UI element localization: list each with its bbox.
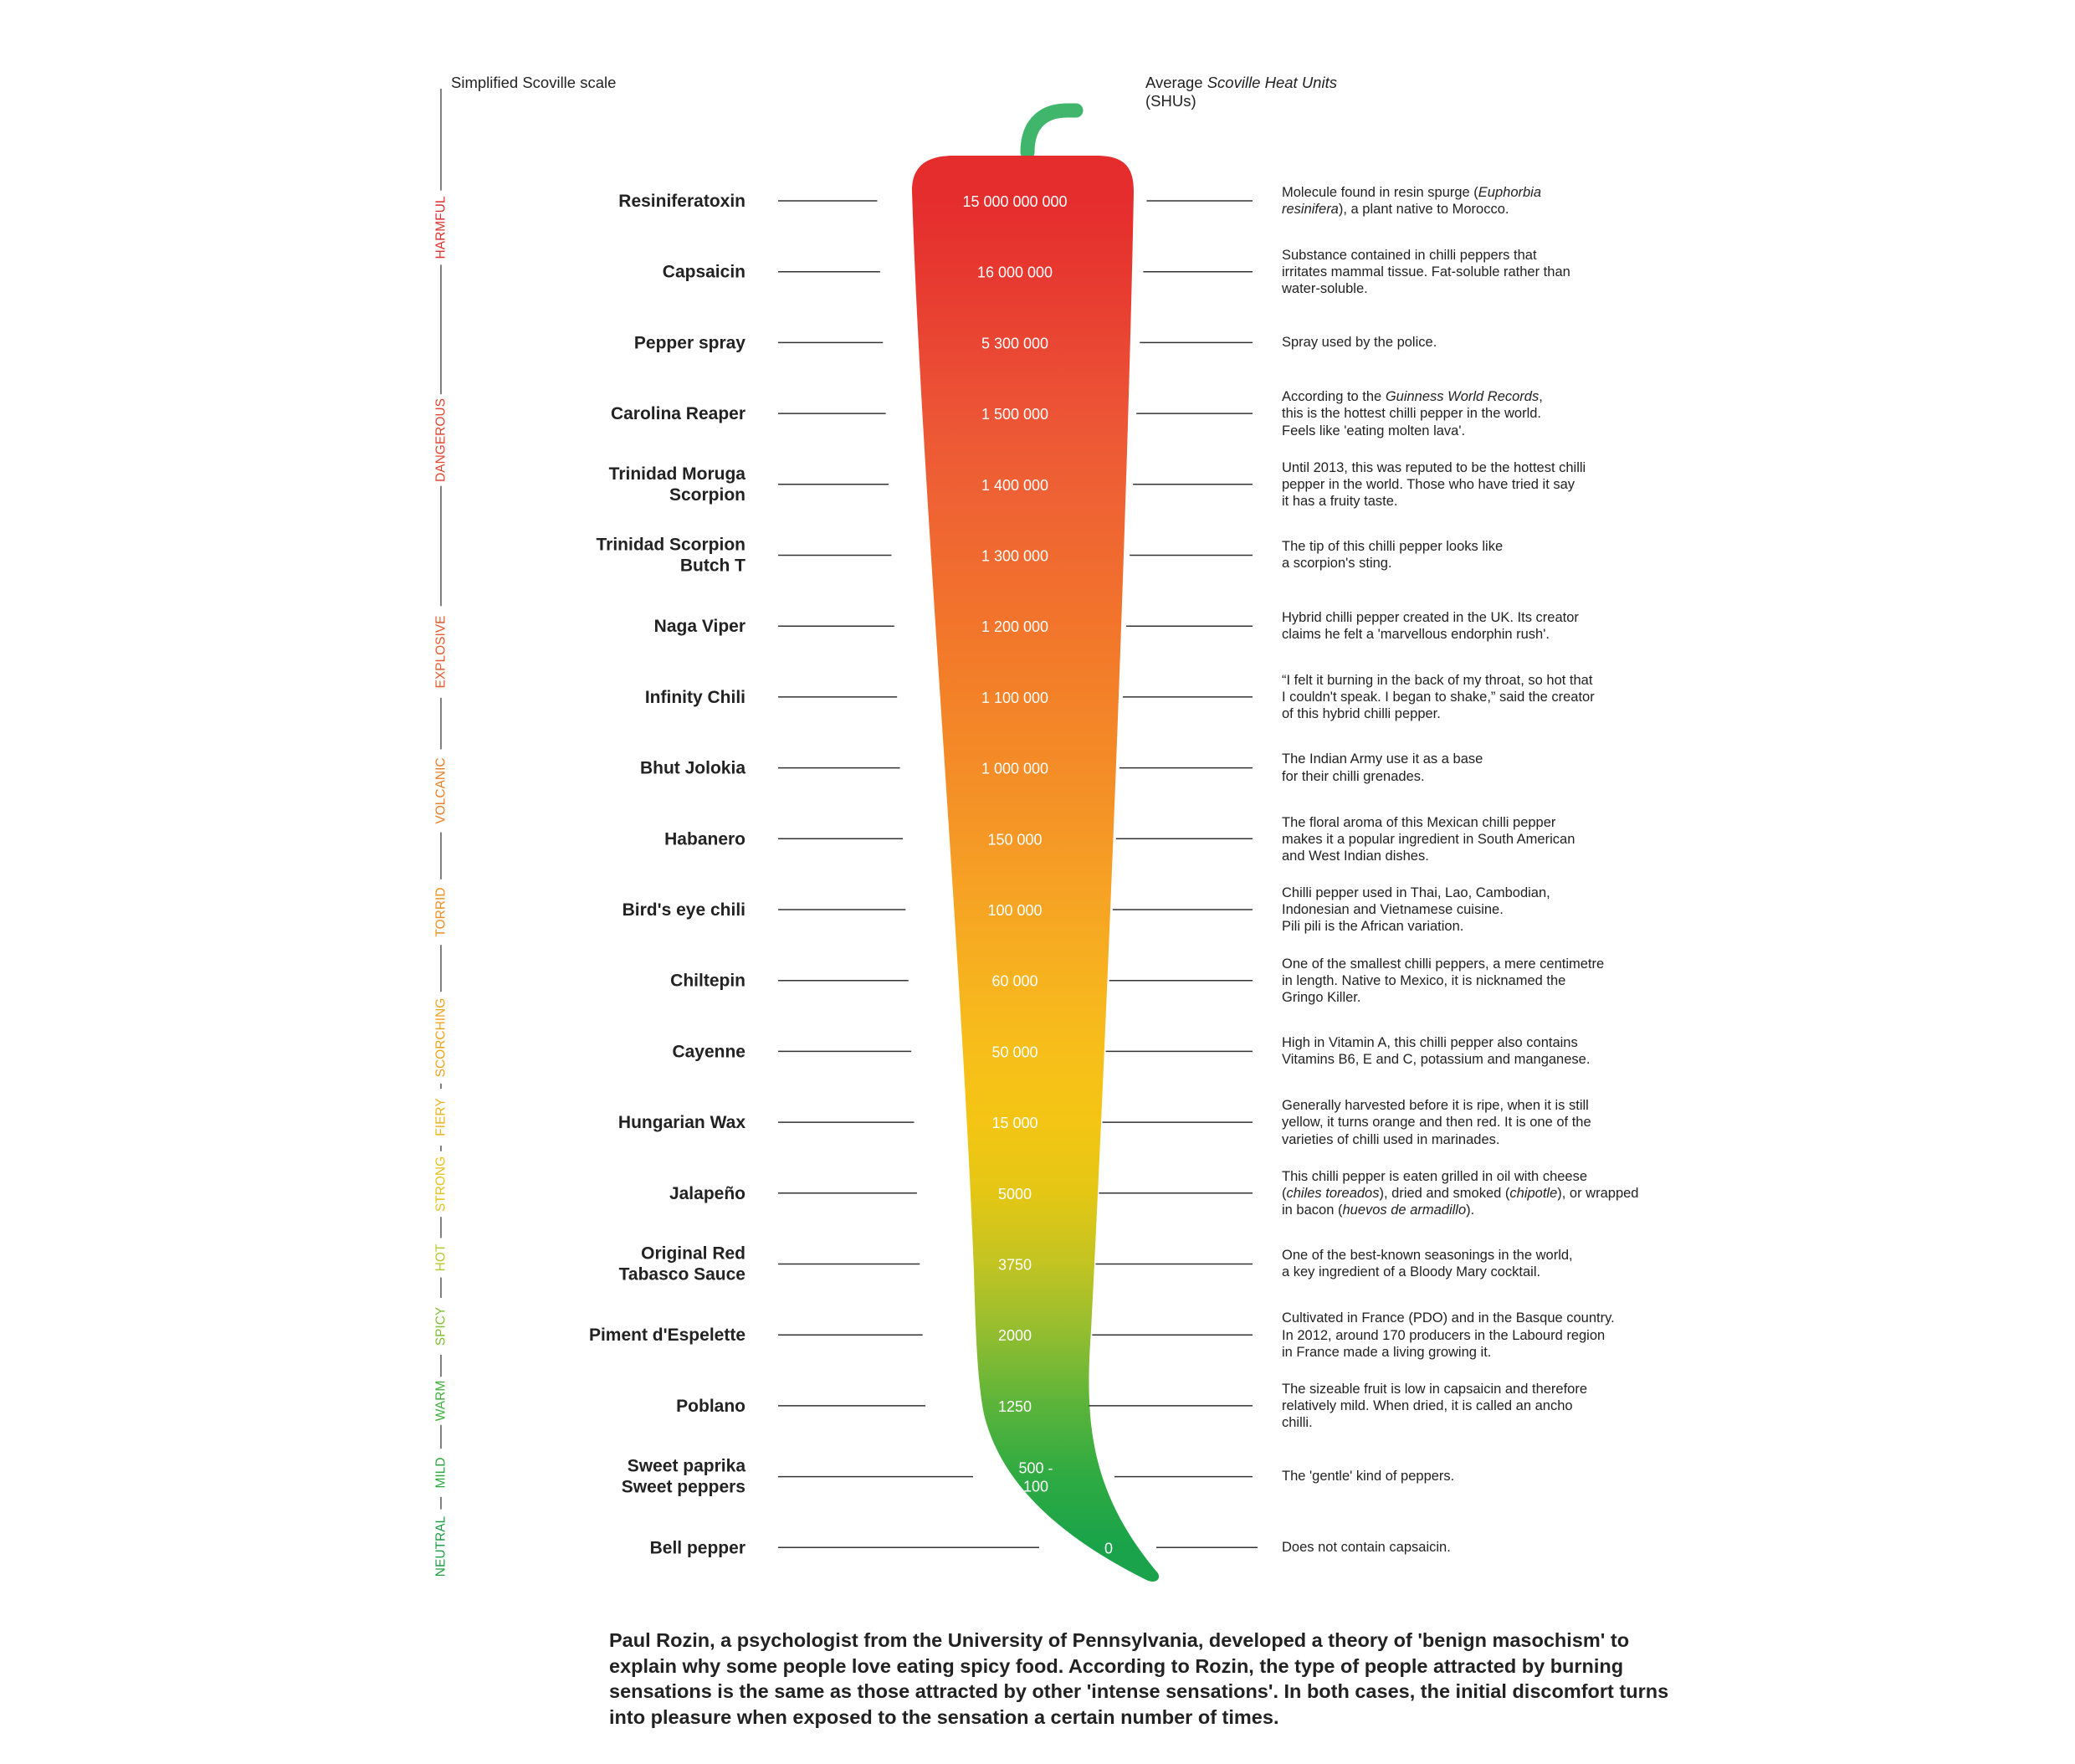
shu-value-line: 1250 (997, 1397, 1032, 1415)
shu-value (981, 548, 1048, 565)
scale-label: FIERY (433, 1098, 448, 1136)
shu-value-line: 50 000 (991, 1044, 1038, 1061)
shu-value (998, 1257, 1032, 1274)
pepper-row (618, 1113, 1253, 1132)
shu-value (962, 193, 1067, 210)
note-italic-text: Euphorbia (1478, 184, 1542, 200)
shu-header (1145, 74, 1422, 110)
pepper-name-line: Original Red (641, 1244, 745, 1264)
pepper-name-line: Bhut Jolokia (639, 758, 745, 778)
shu-value-line: 15 000 000 000 (962, 193, 1068, 210)
shu-value-line: 3750 (997, 1256, 1032, 1274)
note-italic-text: huevos de armadillo (1342, 1202, 1467, 1218)
note-italic-text: Guinness World Records (1385, 389, 1540, 405)
pepper-row (669, 1184, 1253, 1203)
pepper-name (611, 404, 745, 423)
pepper-name (669, 1184, 745, 1203)
pepper-note (1282, 459, 1750, 510)
pepper-note (1282, 538, 1750, 572)
note-text: Generally harvested before it is ripe, when it is still yellow, it turns orange and then red. It is one of the varieties of chilli used in marinades. (1282, 1098, 1591, 1147)
scale-label: MILD (433, 1457, 448, 1489)
shu-header-prefix: Average (1145, 74, 1207, 91)
pepper-name-line: Trinidad Scorpion (596, 535, 745, 555)
shu-value-line: 1 500 000 (981, 406, 1049, 423)
note-text: The floral aroma of this Mexican chilli pepper makes it a popular ingredient in South American and West Indian dishes. (1282, 814, 1575, 864)
pepper-name (589, 1326, 745, 1345)
note-text: Chilli pepper used in Thai, Lao, Cambodian, Indonesian and Vietnamese cuisine. Pili pili is the African variation. (1282, 885, 1550, 935)
pepper-name-line: Trinidad Moruga (608, 464, 745, 484)
shu-value (991, 1115, 1038, 1131)
shu-value (1104, 1540, 1113, 1556)
note-text: The sizeable fruit is low in capsaicin and therefore relatively mild. When dried, it is called an ancho chilli. (1282, 1382, 1588, 1431)
pepper-row (672, 1042, 1253, 1061)
note-text: One of the best-known seasonings in the world, a key ingredient of a Bloody Mary cocktail. (1282, 1248, 1573, 1280)
pepper-note (1282, 1468, 1750, 1485)
pepper-note (1282, 1539, 1750, 1556)
pepper-row (619, 1244, 1253, 1285)
note-text: , this is the hottest chilli pepper in the world. Feels like 'eating molten lava'. (1282, 389, 1543, 438)
scale-label: SCORCHING (433, 997, 448, 1078)
note-italic-text: chiles toreados (1286, 1186, 1380, 1202)
shu-value-line: 5000 (997, 1185, 1032, 1202)
pepper-note (1282, 1168, 1750, 1218)
pepper-name (640, 759, 745, 778)
scale-axis (434, 89, 448, 1577)
shu-value-line: 1 200 000 (981, 618, 1049, 636)
pepper-row (650, 1538, 1258, 1557)
shu-value (998, 1186, 1032, 1202)
note-text: Does not contain capsaicin. (1282, 1539, 1451, 1555)
pepper-name-line: Piment d'Espelette (588, 1326, 745, 1346)
note-italic-text: resinifera (1282, 201, 1339, 217)
note-text: ). (1466, 1202, 1475, 1218)
pepper-name (596, 536, 745, 576)
shu-value (987, 831, 1042, 848)
pepper-note (1282, 1247, 1750, 1280)
pepper-row (589, 1326, 1253, 1345)
pepper-name-line: Carolina Reaper (610, 404, 745, 424)
pepper-name (654, 617, 745, 636)
shu-value-line: 5 300 000 (981, 335, 1049, 352)
note-text: According to the (1282, 389, 1386, 405)
shu-value (991, 973, 1038, 990)
pepper-name (618, 1113, 745, 1132)
shu-value (998, 1327, 1032, 1344)
pepper-row (596, 536, 1253, 576)
pepper-name-line: Chiltepin (670, 971, 745, 991)
shu-value-line: 2000 (997, 1327, 1032, 1345)
shu-value-line: 1 000 000 (981, 760, 1049, 777)
pepper-row (622, 1457, 1253, 1497)
shu-value-line: 0 (1104, 1540, 1114, 1557)
pepper-name (663, 263, 745, 282)
shu-value (981, 690, 1048, 706)
pepper-note (1282, 1097, 1750, 1147)
pepper-name (645, 688, 745, 707)
pepper-name (619, 1244, 745, 1285)
scale-label: DANGEROUS (433, 398, 448, 482)
pepper-note (1282, 672, 1750, 722)
note-text: Until 2013, this was reputed to be the hottest chilli pepper in the world. Those who have tried it say it has a fruity taste. (1282, 460, 1586, 510)
pepper-row (676, 1397, 1253, 1416)
pepper-note (1282, 1381, 1750, 1431)
pepper-name (672, 1042, 745, 1061)
shu-value (981, 761, 1048, 777)
pepper-name-line: Naga Viper (653, 617, 745, 637)
shu-value-line: 16 000 000 (976, 264, 1053, 281)
shu-value-line: 100 (1022, 1478, 1049, 1495)
shu-value (981, 406, 1048, 423)
pepper-note (1282, 885, 1750, 935)
note-text: ), or wrapped in bacon ( (1282, 1186, 1639, 1218)
pepper-note (1282, 814, 1750, 864)
shu-value-line: 500 - (1018, 1459, 1053, 1477)
shu-value (998, 1398, 1032, 1415)
pepper-name (609, 464, 746, 505)
pepper-name-line: Scorpion (669, 485, 745, 505)
chilli-pepper-icon (912, 156, 1159, 1582)
pepper-name (618, 192, 745, 211)
note-text: One of the smallest chilli peppers, a mere centimetre in length. Native to Mexico, it is nicknamed the Gringo Killer. (1282, 956, 1605, 1006)
shu-value-line: 100 000 (987, 902, 1043, 919)
note-text: Substance contained in chilli peppers that irritates mammal tissue. Fat-soluble rather than water-soluble. (1282, 247, 1570, 297)
shu-value-line: 1 400 000 (981, 476, 1049, 494)
note-text: ), dried and smoked ( (1379, 1186, 1510, 1202)
pepper-name (622, 1457, 746, 1497)
pepper-name-line: Infinity Chili (644, 687, 745, 707)
pepper-name-line: Sweet peppers (621, 1477, 745, 1497)
scale-label: NEUTRAL (433, 1515, 448, 1577)
note-text: Molecule found in resin spurge ( (1282, 184, 1478, 200)
shu-value-line: 150 000 (987, 831, 1043, 849)
shu-value (987, 902, 1042, 919)
scale-label: SPICY (433, 1306, 448, 1346)
shu-value (991, 1044, 1038, 1060)
shu-header-suffix: (SHUs) (1145, 92, 1196, 110)
pepper-note (1282, 1310, 1750, 1360)
shu-value-line: 15 000 (991, 1115, 1038, 1132)
shu-value-line: 1 100 000 (981, 689, 1049, 706)
shu-value-line: 60 000 (991, 972, 1038, 990)
pepper-name-line: Pepper spray (633, 333, 745, 353)
pepper-note (1282, 247, 1750, 297)
shu-value (981, 477, 1048, 494)
shu-header-italic: Scoville Heat Units (1207, 74, 1337, 91)
scale-label: VOLCANIC (433, 757, 448, 824)
scale-label: HARMFUL (433, 196, 448, 259)
scale-label: WARM (433, 1380, 448, 1422)
pepper-name (676, 1397, 745, 1416)
shu-value (981, 618, 1048, 635)
shu-value (981, 335, 1048, 351)
pepper-name-line: Sweet paprika (627, 1456, 745, 1476)
scale-label: HOT (433, 1244, 448, 1272)
note-text: The tip of this chilli pepper looks like a scorpion's sting. (1282, 539, 1504, 572)
scale-label: STRONG (433, 1156, 448, 1213)
note-italic-text: chipotle (1509, 1186, 1558, 1202)
pepper-name-line: Bell pepper (649, 1538, 745, 1558)
pepper-name-line: Capsaicin (662, 262, 745, 282)
pepper-name-line: Hungarian Wax (617, 1113, 745, 1133)
scale-label: EXPLOSIVE (433, 615, 448, 689)
shu-value (977, 264, 1053, 281)
pepper-note (1282, 609, 1750, 643)
pepper-name-line: Jalapeño (669, 1183, 745, 1203)
pepper-name-line: Poblano (676, 1396, 745, 1416)
footer-paragraph: Paul Rozin, a psychologist from the University of Pennsylvania, developed a theory of 'benign masochism' to explain why some people love eating spicy food. According to Rozin, the type of people attracted by burning sensations is the same as those attracted by other 'intense sensations'. In both cases, the initial discomfort turns into pleasure when exposed to the sensation a certain number of times. (609, 1629, 1669, 1728)
pepper-name-line: Habanero (664, 829, 745, 849)
note-text: This chilli pepper is eaten grilled in oil with cheese ( (1282, 1169, 1588, 1202)
pepper-note (1282, 334, 1750, 351)
pepper-name (664, 829, 745, 849)
pepper-note (1282, 388, 1750, 438)
pepper-name (634, 333, 745, 352)
note-text: ), a plant native to Morocco. (1338, 201, 1509, 217)
pepper-name-line: Butch T (679, 556, 745, 576)
note-text: Spray used by the police. (1282, 334, 1437, 350)
note-text: Cultivated in France (PDO) and in the Basque country. In 2012, around 170 producers in the Labourd region in France made a living growing it. (1282, 1310, 1615, 1360)
pepper-stem-icon (1027, 110, 1076, 152)
scale-header-text: Simplified Scoville scale (451, 74, 617, 91)
pepper-name-line: Bird's eye chili (622, 900, 745, 920)
pepper-name (670, 972, 745, 991)
pepper-name-line: Resiniferatoxin (618, 192, 745, 211)
note-text: Hybrid chilli pepper created in the UK. Its creator claims he felt a 'marvellous endorphin rush'. (1282, 610, 1579, 643)
scale-header (451, 74, 643, 92)
note-text: The 'gentle' kind of peppers. (1282, 1469, 1455, 1484)
shu-value-line: 1 300 000 (981, 547, 1049, 565)
pepper-name (650, 1538, 745, 1557)
note-text: “I felt it burning in the back of my throat, so hot that I couldn't speak. I began to shake,” said the creator of this hybrid chilli pepper. (1282, 673, 1595, 722)
pepper-name (622, 900, 745, 920)
pepper-note (1282, 184, 1750, 218)
pepper-note (1282, 1034, 1750, 1068)
note-text: High in Vitamin A, this chilli pepper also contains Vitamins B6, E and C, potassium and manganese. (1282, 1035, 1591, 1068)
note-text: The Indian Army use it as a base for their chilli grenades. (1282, 751, 1483, 784)
pepper-name-line: Cayenne (672, 1042, 745, 1062)
pepper-row (622, 900, 1253, 920)
pepper-note (1282, 956, 1750, 1006)
pepper-name-line: Tabasco Sauce (618, 1264, 745, 1285)
pepper-note (1282, 751, 1750, 784)
scale-label: TORRID (433, 887, 448, 937)
